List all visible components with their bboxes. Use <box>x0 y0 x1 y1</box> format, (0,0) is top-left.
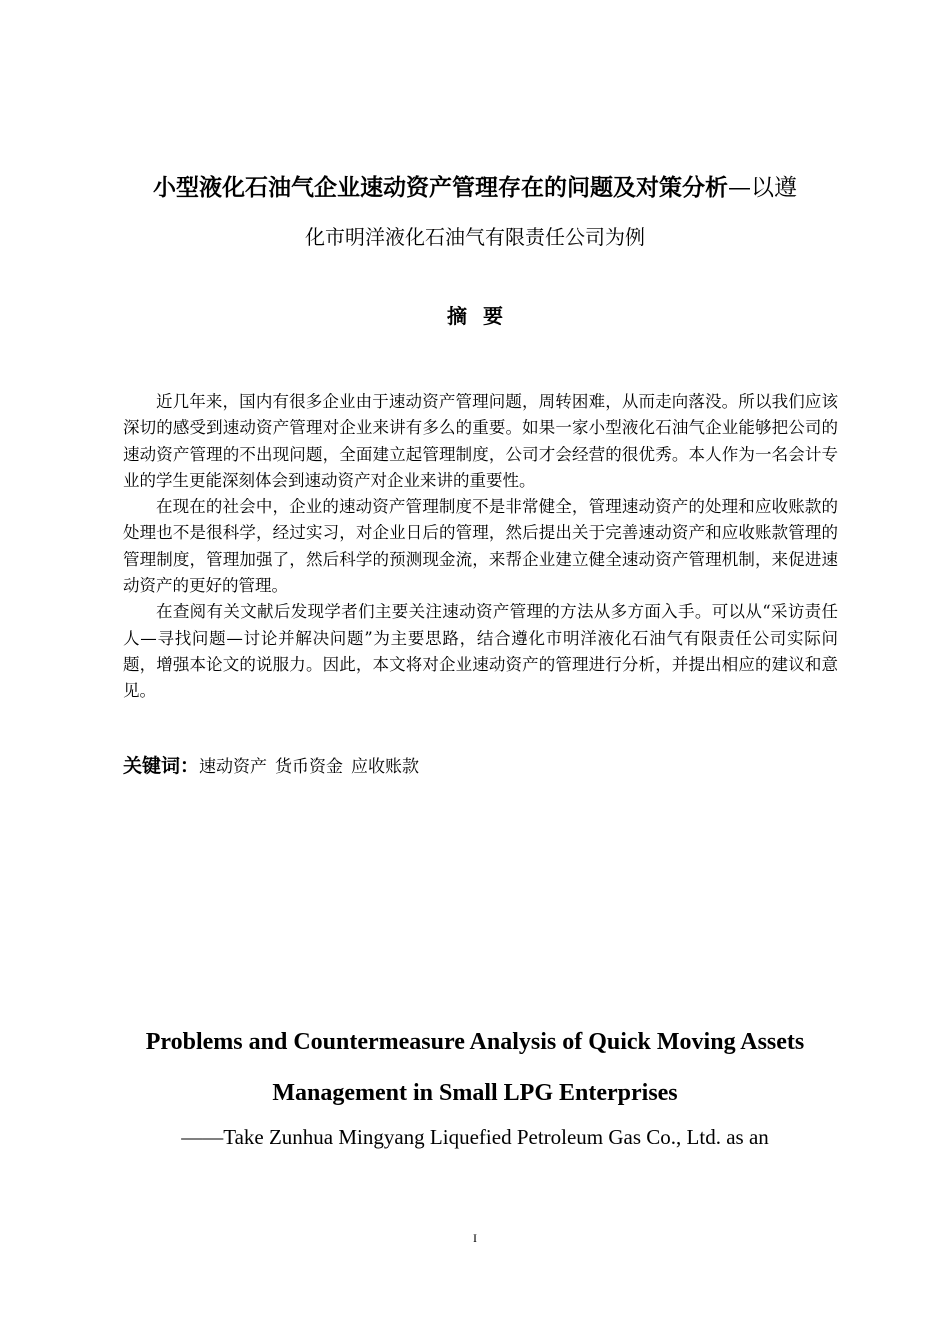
keywords-line <box>123 752 838 781</box>
abstract-paragraph-1: 近几年来，国内有很多企业由于速动资产管理问题，周转困难，从而走向落没。所以我们应该深切的感受到速动资产管理对企业来讲有多么的重要。如果一家小型液化石油气企业能够把公司的速动资产管理的不出现问题，全面建立起管理制度，公司才会经营的很优秀。本人作为一名会计专业的学生更能深刻体会到速动资产对企业来讲的重要性。 <box>123 392 838 490</box>
abstract-paragraph-2: 在现在的社会中，企业的速动资产管理制度不是非常健全，管理速动资产的处理和应收账款的处理也不是很科学，经过实习，对企业日后的管理，然后提出关于完善速动资产和应收账款管理的管理制度，管理加强了，然后科学的预测现金流，来帮企业建立健全速动资产管理机制，来促进速动资产的更好的管理。 <box>123 497 838 596</box>
chinese-title-line-2: 化市明洋液化石油气有限责任公司为例 <box>305 225 645 249</box>
chinese-title-subtitle-start: —以遵 <box>728 175 797 201</box>
abstract-paragraph-3: 在查阅有关文献后发现学者们主要关注速动资产管理的方法从多方面入手。可以从“采访责任人—寻找问题—讨论并解决问题”为主要思路，结合遵化市明洋液化石油气有限责任公司实际问题，增强本论文的说服力。因此，本文将对企业速动资产的管理进行分析，并提出相应的建议和意见。 <box>123 602 838 701</box>
english-subtitle: ——Take Zunhua Mingyang Liquefied Petroleum Gas Co., Ltd. as an <box>181 1125 769 1149</box>
chinese-title-main: 小型液化石油气企业速动资产管理存在的问题及对策分析 <box>153 175 728 201</box>
keyword-item: 速动资产 <box>199 757 268 777</box>
english-title <box>0 1017 950 1119</box>
english-title-line-1: Problems and Countermeasure Analysis of Quick Moving Assets <box>145 1029 805 1055</box>
keyword-item: 货币资金 <box>275 757 344 777</box>
english-title-line-2: Management in Small LPG Enterprises <box>272 1080 678 1106</box>
keyword-item: 应收账款 <box>351 757 420 777</box>
chinese-title-line-1 <box>0 172 950 204</box>
abstract-body <box>123 389 838 705</box>
keywords-label: 关键词： <box>123 755 200 777</box>
page-number: I <box>473 1231 477 1245</box>
abstract-heading: 摘要 <box>447 304 519 328</box>
